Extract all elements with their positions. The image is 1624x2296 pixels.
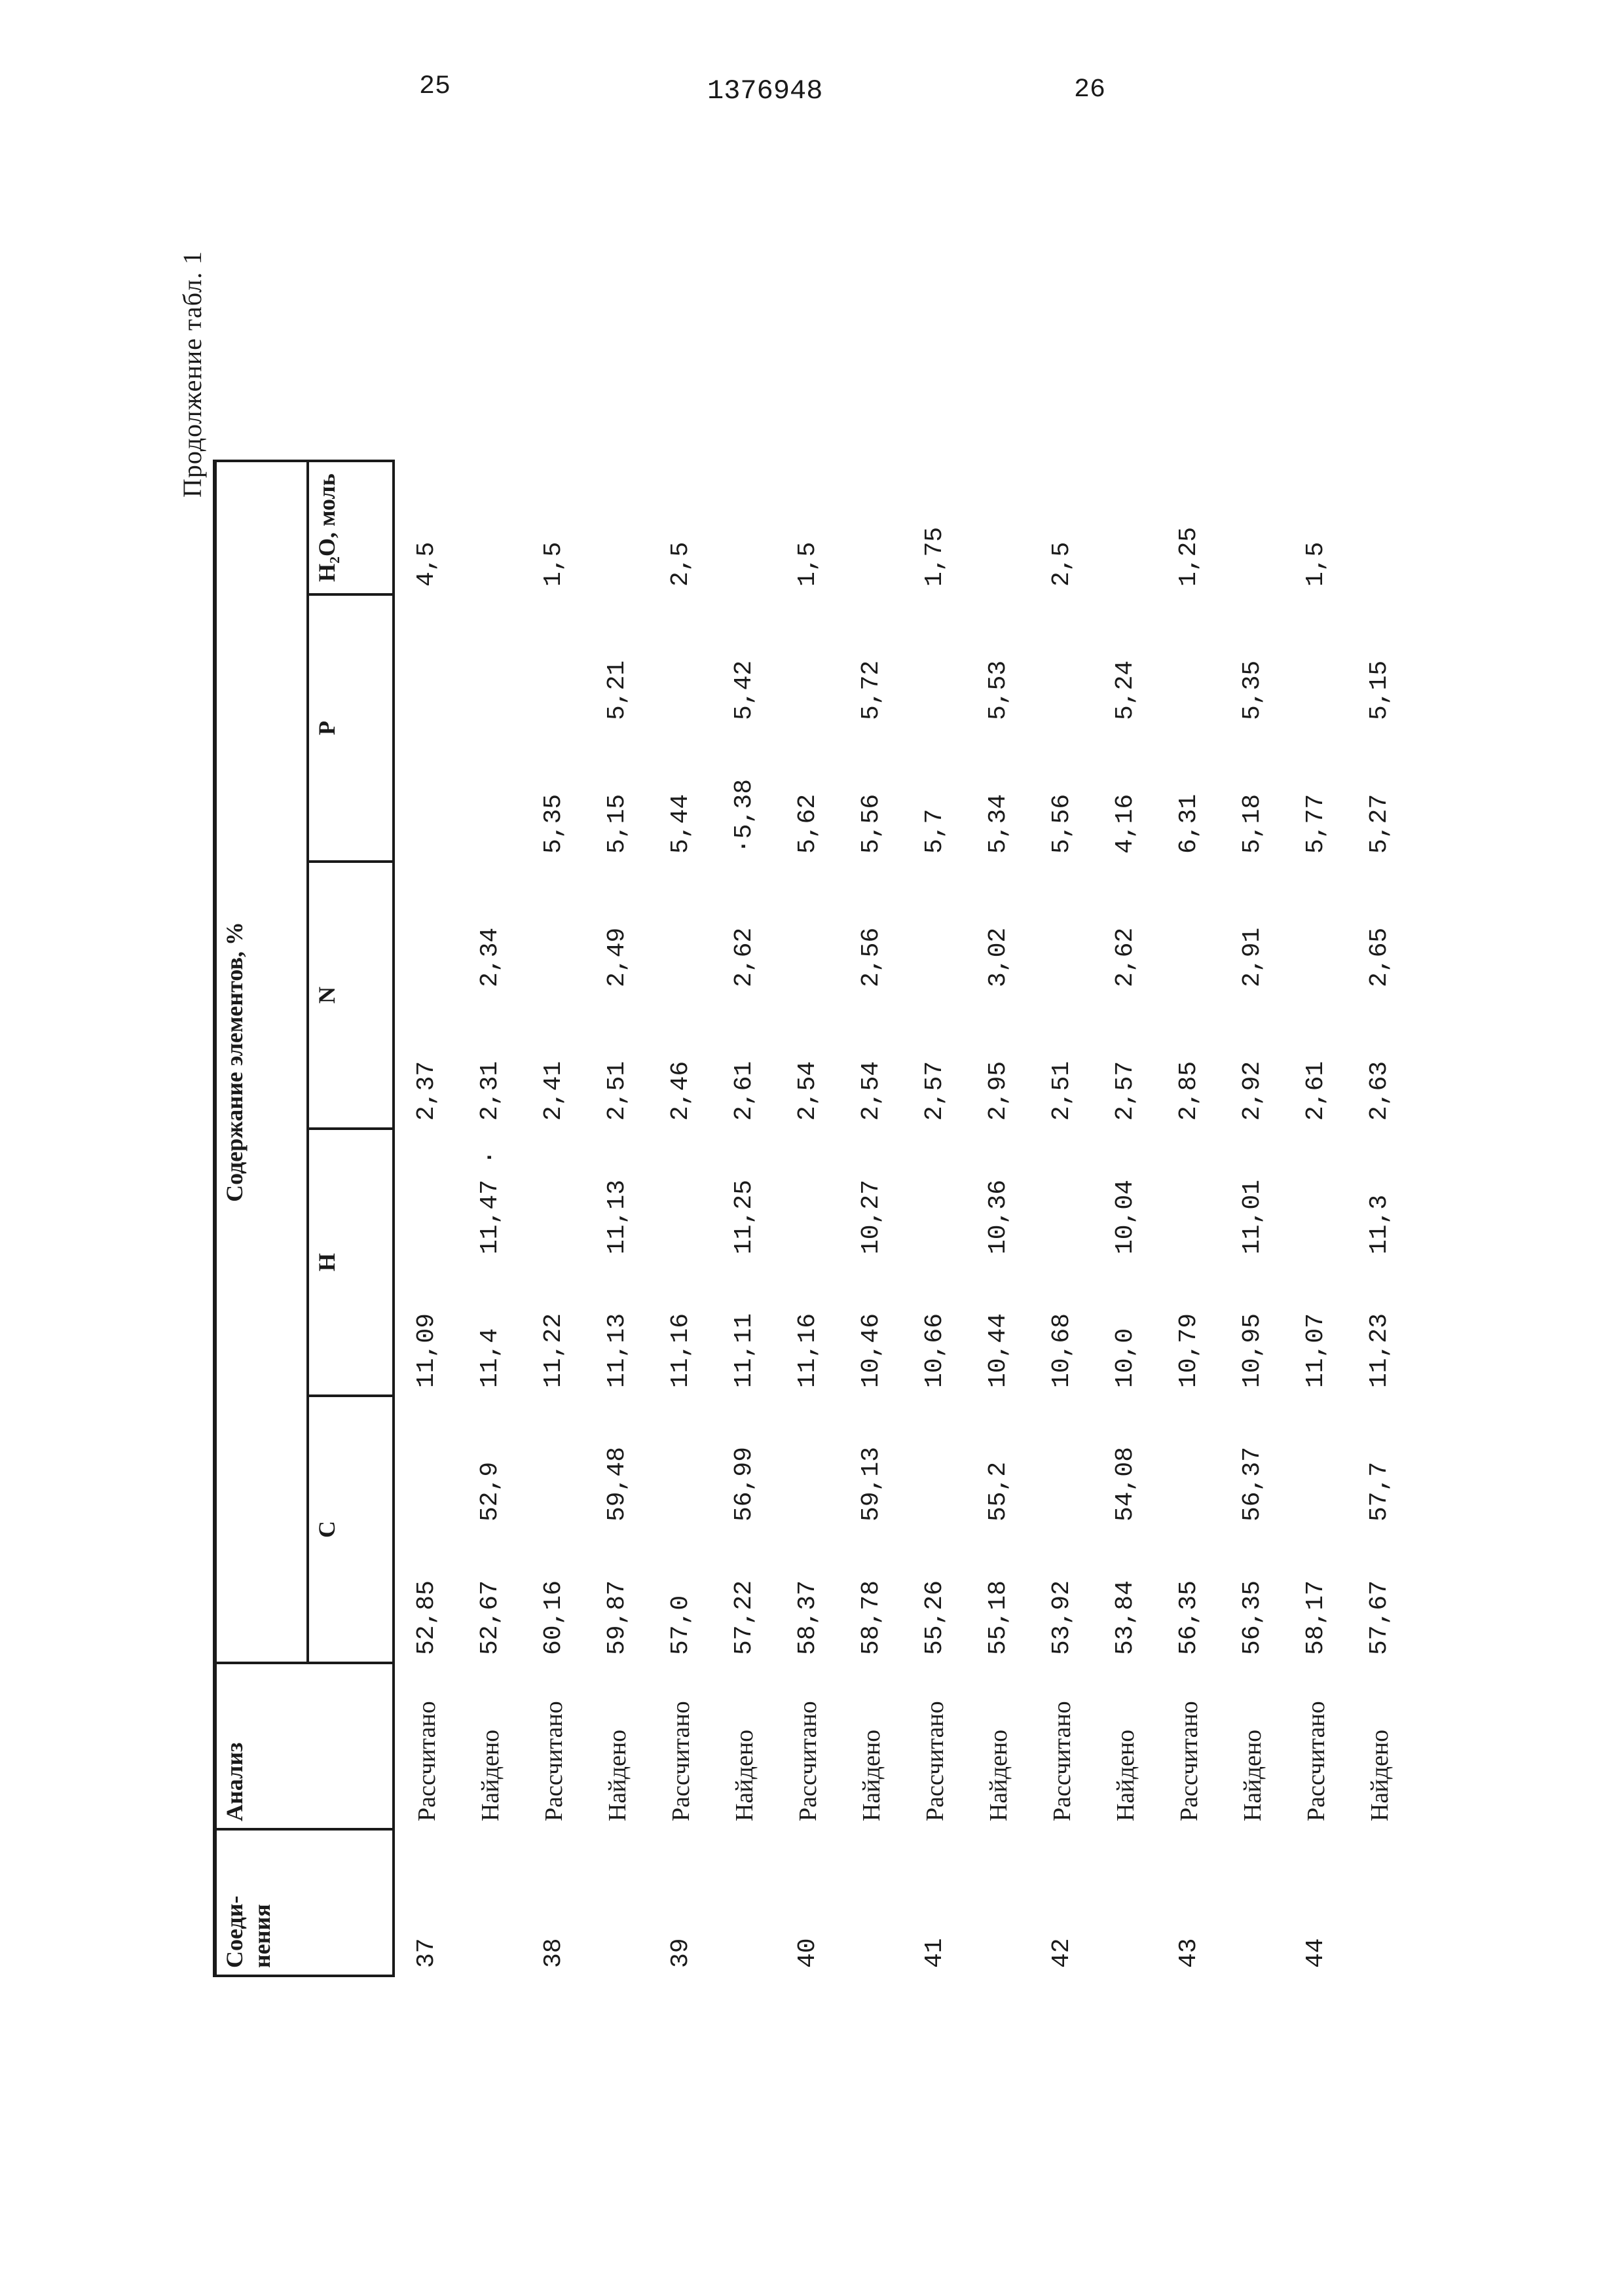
header-hydrogen: H	[308, 1129, 394, 1396]
carbon-found-cell	[522, 1396, 585, 1529]
compound-cell	[1221, 1829, 1284, 1976]
table-continuation-label: Продолжение табл. 1	[177, 251, 207, 498]
carbon-calc-cell: 58,37	[794, 1580, 822, 1655]
table-row	[649, 461, 712, 1976]
nitrogen-found-cell: 2,34	[476, 927, 504, 987]
compound-cell: 41	[921, 1938, 949, 1968]
compound-cell	[585, 1829, 649, 1976]
nitrogen-calc-cell: 2,51	[603, 1061, 631, 1121]
table-row	[1221, 461, 1284, 1976]
hydrogen-found-cell	[649, 1129, 712, 1262]
phosphorus-calc-cell: 5,7	[921, 809, 949, 854]
table-row	[1348, 461, 1411, 1976]
hydrogen-calc-cell: 10,0	[1111, 1328, 1139, 1388]
carbon-calc-cell: 59,87	[603, 1580, 631, 1655]
table-row	[840, 461, 903, 1976]
phosphorus-calc-cell: ·5,38	[730, 778, 758, 854]
carbon-calc-cell: 55,26	[921, 1580, 949, 1655]
nitrogen-found-cell: 3,02	[984, 927, 1012, 987]
carbon-calc-cell: 55,18	[984, 1580, 1012, 1655]
table-row	[1157, 461, 1221, 1976]
hydrogen-calc-cell: 10,95	[1238, 1313, 1266, 1388]
analysis-cell: Рассчитано	[921, 1701, 949, 1821]
carbon-found-cell	[903, 1396, 967, 1529]
nitrogen-found-cell: 2,65	[1365, 927, 1393, 987]
compound-cell: 42	[1048, 1938, 1076, 1968]
hydrogen-calc-cell: 10,79	[1175, 1313, 1203, 1388]
water-cell: 1,75	[921, 526, 949, 587]
analysis-cell: Рассчитано	[667, 1701, 695, 1821]
table-row	[1284, 461, 1348, 1976]
carbon-found-cell: 54,08	[1111, 1446, 1139, 1522]
analysis-cell: Найдено	[476, 1729, 504, 1821]
nitrogen-found-cell	[394, 862, 458, 995]
phosphorus-calc-cell: 5,56	[1048, 793, 1076, 854]
hydrogen-calc-cell: 11,22	[540, 1313, 568, 1388]
table-row	[776, 461, 840, 1976]
phosphorus-found-cell: 5,35	[1238, 660, 1266, 720]
phosphorus-found-cell: 5,42	[730, 660, 758, 720]
carbon-calc-cell: 57,0	[667, 1595, 695, 1655]
table-row	[1094, 461, 1157, 1976]
water-cell: 2,5	[1048, 541, 1076, 587]
nitrogen-calc-cell: 2,41	[540, 1061, 568, 1121]
phosphorus-calc-cell: 5,15	[603, 793, 631, 854]
nitrogen-found-cell: 2,56	[857, 927, 885, 987]
hydrogen-found-cell	[394, 1129, 458, 1262]
water-cell	[458, 461, 522, 594]
header-nitrogen: N	[308, 862, 394, 1129]
hydrogen-found-cell: 10,04	[1111, 1179, 1139, 1254]
nitrogen-calc-cell: 2,92	[1238, 1061, 1266, 1121]
analysis-cell: Рассчитано	[1048, 1701, 1076, 1821]
rotated-table-area	[177, 183, 1393, 1977]
hydrogen-calc-cell: 11,23	[1365, 1313, 1393, 1388]
water-cell: 1,25	[1175, 526, 1203, 587]
hydrogen-calc-cell: 11,09	[413, 1313, 441, 1388]
analysis-cell: Найдено	[730, 1729, 758, 1821]
hydrogen-calc-cell: 10,46	[857, 1313, 885, 1388]
phosphorus-found-cell	[1284, 594, 1348, 728]
carbon-found-cell	[649, 1396, 712, 1529]
nitrogen-calc-cell: 2,37	[413, 1061, 441, 1121]
carbon-calc-cell: 52,85	[413, 1580, 441, 1655]
table-row	[394, 461, 458, 1976]
hydrogen-found-cell: 11,13	[603, 1179, 631, 1254]
hydrogen-calc-cell: 10,68	[1048, 1313, 1076, 1388]
compound-cell: 39	[667, 1938, 695, 1968]
carbon-calc-cell: 57,22	[730, 1580, 758, 1655]
analysis-cell: Найдено	[1365, 1729, 1393, 1821]
table-row	[585, 461, 649, 1976]
carbon-found-cell	[776, 1396, 840, 1529]
phosphorus-found-cell	[1030, 594, 1094, 728]
carbon-found-cell: 52,9	[476, 1461, 504, 1522]
phosphorus-found-cell	[649, 594, 712, 728]
phosphorus-calc-cell: 5,62	[794, 793, 822, 854]
nitrogen-found-cell: 2,49	[603, 927, 631, 987]
nitrogen-calc-cell: 2,46	[667, 1061, 695, 1121]
patent-number: 1376948	[707, 75, 823, 107]
analysis-cell: Найдено	[1111, 1729, 1139, 1821]
carbon-calc-cell: 56,35	[1238, 1580, 1266, 1655]
water-cell	[840, 461, 903, 594]
nitrogen-calc-cell: 2,85	[1175, 1061, 1203, 1121]
hydrogen-found-cell: 10,27	[857, 1179, 885, 1254]
compound-cell: 37	[413, 1938, 441, 1968]
hydrogen-found-cell	[1284, 1129, 1348, 1262]
nitrogen-found-cell	[1030, 862, 1094, 995]
hydrogen-calc-cell: 11,16	[794, 1313, 822, 1388]
nitrogen-found-cell	[522, 862, 585, 995]
nitrogen-found-cell: 2,91	[1238, 927, 1266, 987]
phosphorus-found-cell: 5,21	[603, 660, 631, 720]
water-cell	[585, 461, 649, 594]
phosphorus-found-cell: 5,72	[857, 660, 885, 720]
hydrogen-calc-cell: 11,07	[1302, 1313, 1330, 1388]
phosphorus-calc-cell: 5,35	[540, 793, 568, 854]
analysis-cell: Найдено	[603, 1729, 631, 1821]
nitrogen-calc-cell: 2,61	[1302, 1061, 1330, 1121]
nitrogen-calc-cell: 2,63	[1365, 1061, 1393, 1121]
compound-cell	[458, 1829, 522, 1976]
nitrogen-found-cell	[903, 862, 967, 995]
nitrogen-found-cell	[649, 862, 712, 995]
left-page-number: 25	[419, 72, 451, 101]
hydrogen-calc-cell: 11,13	[603, 1313, 631, 1388]
carbon-found-cell: 56,37	[1238, 1446, 1266, 1522]
analysis-cell: Найдено	[984, 1729, 1012, 1821]
hydrogen-calc-cell: 10,44	[984, 1313, 1012, 1388]
nitrogen-calc-cell: 2,31	[476, 1061, 504, 1121]
water-cell: 1,5	[1302, 541, 1330, 587]
carbon-found-cell	[394, 1396, 458, 1529]
table-row	[458, 461, 522, 1976]
carbon-calc-cell: 53,92	[1048, 1580, 1076, 1655]
phosphorus-calc-cell: 6,31	[1175, 793, 1203, 854]
phosphorus-calc-cell: 5,18	[1238, 793, 1266, 854]
phosphorus-found-cell: 5,53	[984, 660, 1012, 720]
compound-cell	[967, 1829, 1030, 1976]
water-cell: 2,5	[667, 541, 695, 587]
table-row	[967, 461, 1030, 1976]
hydrogen-calc-cell: 11,4	[476, 1328, 504, 1388]
hydrogen-found-cell	[1030, 1129, 1094, 1262]
nitrogen-found-cell	[1157, 862, 1221, 995]
phosphorus-found-cell	[903, 594, 967, 728]
phosphorus-calc-cell: 5,77	[1302, 793, 1330, 854]
phosphorus-found-cell	[394, 594, 458, 728]
hydrogen-found-cell	[776, 1129, 840, 1262]
header-water: H₂O, моль	[308, 461, 394, 594]
water-cell: 1,5	[794, 541, 822, 587]
nitrogen-calc-cell: 2,95	[984, 1061, 1012, 1121]
phosphorus-calc-cell: 5,44	[667, 793, 695, 854]
phosphorus-found-cell	[1157, 594, 1221, 728]
hydrogen-calc-cell: 11,11	[730, 1313, 758, 1388]
phosphorus-found-cell: 5,24	[1111, 660, 1139, 720]
phosphorus-found-cell	[458, 594, 522, 728]
phosphorus-found-cell: 5,15	[1365, 660, 1393, 720]
carbon-found-cell	[1157, 1396, 1221, 1529]
hydrogen-found-cell: 11,47 ·	[476, 1150, 504, 1254]
water-cell	[967, 461, 1030, 594]
hydrogen-found-cell: 11,3	[1365, 1194, 1393, 1254]
hydrogen-found-cell: 11,01	[1238, 1179, 1266, 1254]
carbon-calc-cell: 52,67	[476, 1580, 504, 1655]
hydrogen-found-cell	[522, 1129, 585, 1262]
nitrogen-calc-cell: 2,54	[857, 1061, 885, 1121]
carbon-found-cell: 59,13	[857, 1446, 885, 1522]
water-cell: 1,5	[540, 541, 568, 587]
compound-cell: 44	[1302, 1938, 1330, 1968]
header-phosphorus: P	[308, 594, 394, 862]
water-cell	[1348, 461, 1411, 594]
nitrogen-calc-cell: 2,57	[921, 1061, 949, 1121]
analysis-cell: Рассчитано	[1175, 1701, 1203, 1821]
carbon-found-cell: 55,2	[984, 1461, 1012, 1522]
hydrogen-found-cell	[903, 1129, 967, 1262]
phosphorus-found-cell	[776, 594, 840, 728]
compound-cell	[840, 1829, 903, 1976]
table-row	[1030, 461, 1094, 1976]
phosphorus-calc-cell: 4,16	[1111, 793, 1139, 854]
carbon-calc-cell: 58,17	[1302, 1580, 1330, 1655]
carbon-found-cell: 56,99	[730, 1446, 758, 1522]
compound-cell: 40	[794, 1938, 822, 1968]
phosphorus-calc-cell	[394, 728, 458, 862]
carbon-calc-cell: 57,67	[1365, 1580, 1393, 1655]
compound-cell: 38	[540, 1938, 568, 1968]
phosphorus-calc-cell: 5,56	[857, 793, 885, 854]
hydrogen-calc-cell: 11,16	[667, 1313, 695, 1388]
carbon-calc-cell: 53,84	[1111, 1580, 1139, 1655]
phosphorus-calc-cell: 5,34	[984, 793, 1012, 854]
analysis-cell: Рассчитано	[413, 1701, 441, 1821]
header-analysis: Анализ	[215, 1663, 394, 1829]
table-header	[215, 461, 394, 1976]
nitrogen-found-cell	[776, 862, 840, 995]
carbon-found-cell	[1284, 1396, 1348, 1529]
nitrogen-found-cell	[1284, 862, 1348, 995]
carbon-calc-cell: 58,78	[857, 1580, 885, 1655]
nitrogen-calc-cell: 2,57	[1111, 1061, 1139, 1121]
nitrogen-calc-cell: 2,54	[794, 1061, 822, 1121]
nitrogen-found-cell: 2,62	[1111, 927, 1139, 987]
carbon-found-cell: 57,7	[1365, 1461, 1393, 1522]
water-cell	[712, 461, 776, 594]
phosphorus-found-cell	[522, 594, 585, 728]
hydrogen-found-cell	[1157, 1129, 1221, 1262]
carbon-calc-cell: 60,16	[540, 1580, 568, 1655]
analysis-cell: Найдено	[1238, 1729, 1266, 1821]
table-body	[394, 461, 1411, 1976]
water-cell	[1094, 461, 1157, 594]
analysis-cell: Рассчитано	[794, 1701, 822, 1821]
carbon-found-cell	[1030, 1396, 1094, 1529]
right-page-number: 26	[1074, 75, 1106, 105]
phosphorus-calc-cell: 5,27	[1365, 793, 1393, 854]
compound-cell	[1348, 1829, 1411, 1976]
hydrogen-found-cell: 11,25	[730, 1179, 758, 1254]
hydrogen-calc-cell: 10,66	[921, 1313, 949, 1388]
nitrogen-calc-cell: 2,51	[1048, 1061, 1076, 1121]
compound-cell: 43	[1175, 1938, 1203, 1968]
table-row	[522, 461, 585, 1976]
compound-cell	[712, 1829, 776, 1976]
header-carbon: C	[308, 1396, 394, 1663]
nitrogen-calc-cell: 2,61	[730, 1061, 758, 1121]
water-cell: 4,5	[413, 541, 441, 587]
compound-cell	[1094, 1829, 1157, 1976]
header-compound: Соеди- нения	[215, 1829, 394, 1976]
table-row	[903, 461, 967, 1976]
carbon-calc-cell: 56,35	[1175, 1580, 1203, 1655]
analysis-cell: Найдено	[857, 1729, 885, 1821]
phosphorus-calc-cell	[458, 728, 522, 862]
water-cell	[1221, 461, 1284, 594]
analysis-cell: Рассчитано	[1302, 1701, 1330, 1821]
nitrogen-found-cell: 2,62	[730, 927, 758, 987]
header-element-content: Содержание элементов, %	[215, 461, 308, 1663]
analysis-cell: Рассчитано	[540, 1701, 568, 1821]
table-row	[712, 461, 776, 1976]
elemental-analysis-table	[213, 460, 1411, 1977]
carbon-found-cell: 59,48	[603, 1446, 631, 1522]
hydrogen-found-cell: 10,36	[984, 1179, 1012, 1254]
